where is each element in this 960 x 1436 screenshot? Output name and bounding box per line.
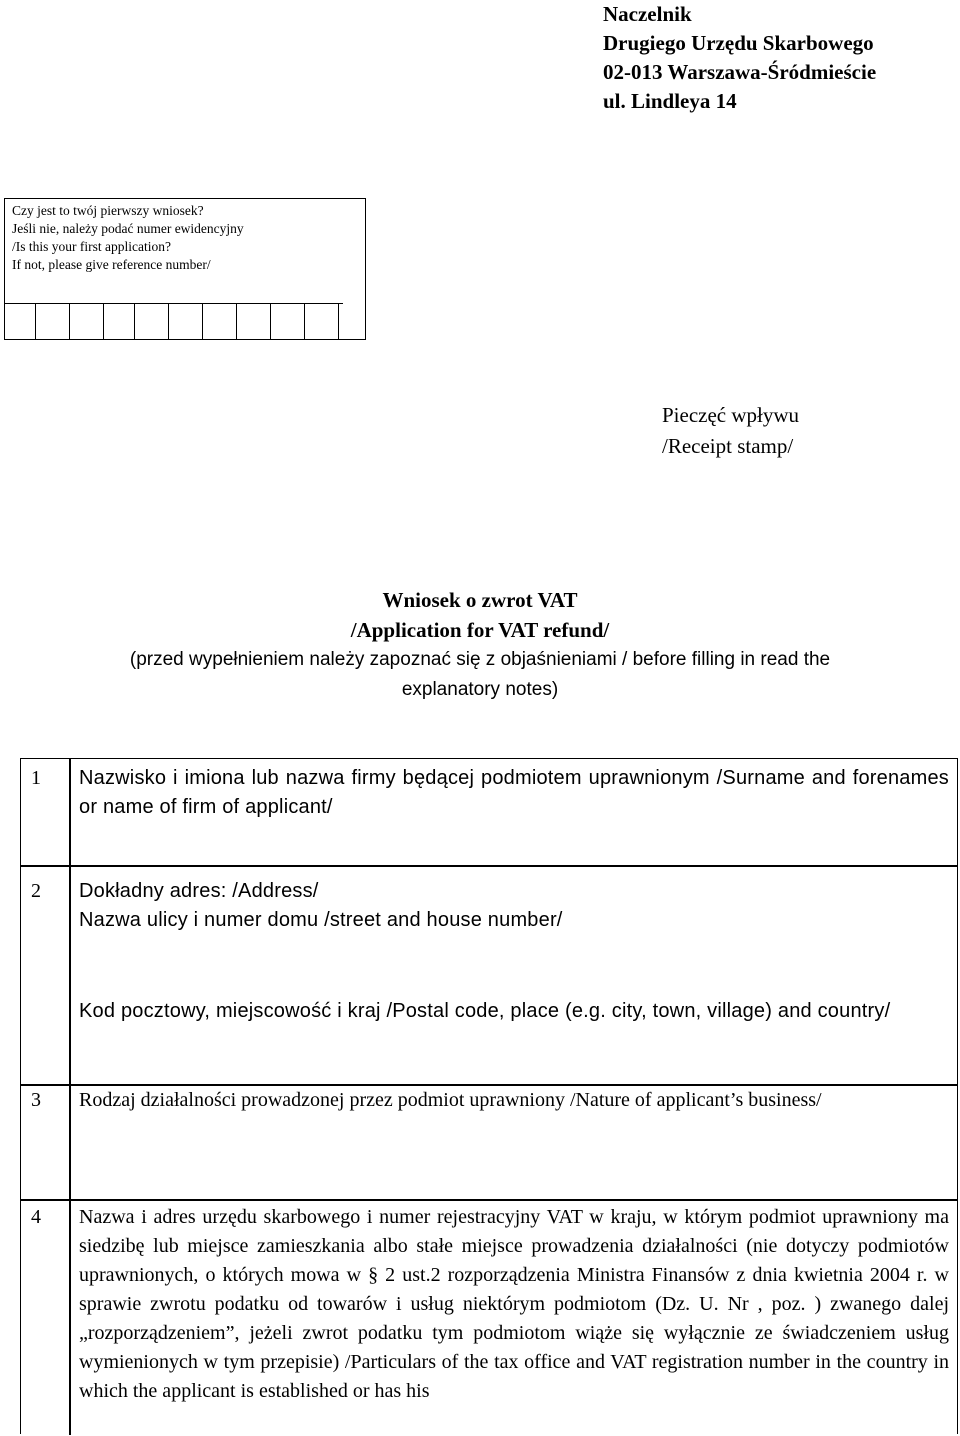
reference-number-cells[interactable] xyxy=(5,303,365,339)
addressee-line: Drugiego Urzędu Skarbowego xyxy=(603,31,874,55)
receipt-stamp-label xyxy=(662,400,799,462)
row-label: Dokładny adres: /Address/ xyxy=(79,880,319,902)
reference-question-line: Czy jest to twój pierwszy wniosek? xyxy=(12,203,204,218)
reference-cell-divider xyxy=(103,303,104,339)
row-4-field[interactable] xyxy=(79,1203,949,1406)
title-note-line: (przed wypełnieniem należy zapoznać się z objaśnieniami / before filling in read the xyxy=(129,649,831,670)
reference-question-line: /Is this your first application? xyxy=(12,239,171,254)
reference-question xyxy=(12,202,244,274)
reference-cell-divider xyxy=(168,303,169,339)
application-form-table xyxy=(20,758,958,1434)
reference-cell-divider xyxy=(236,303,237,339)
addressee-line: ul. Lindleya 14 xyxy=(603,89,737,113)
row-separator xyxy=(21,1199,957,1201)
row-2-field[interactable] xyxy=(79,877,949,935)
title-line: /Application for VAT refund/ xyxy=(350,618,610,642)
addressee-block xyxy=(603,0,876,116)
addressee-line: Naczelnik xyxy=(603,2,692,26)
row-3-field[interactable] xyxy=(79,1086,949,1115)
reference-question-line: If not, please give reference number/ xyxy=(12,257,211,272)
row-number: 3 xyxy=(31,1089,41,1111)
row-number: 1 xyxy=(31,767,41,789)
row-sublabel: Nazwa ulicy i numer domu /street and house number/ xyxy=(79,909,563,931)
reference-cell-divider xyxy=(202,303,203,339)
addressee-line: 02-013 Warszawa-Śródmieście xyxy=(603,60,877,84)
row-separator xyxy=(21,865,957,867)
reference-cell-divider xyxy=(35,303,36,339)
stamp-line: /Receipt stamp/ xyxy=(662,434,794,458)
document-title xyxy=(0,585,960,705)
row-sublabel: Kod pocztowy, miejscowość i kraj /Postal code, place (e.g. city, town, village) and country/ xyxy=(79,1000,891,1022)
reference-cell-divider xyxy=(69,303,70,339)
row-2-postal-field[interactable] xyxy=(79,997,949,1026)
row-number: 2 xyxy=(31,880,41,902)
row-label: Rodzaj działalności prowadzonej przez podmiot uprawniony /Nature of applicant’s business/ xyxy=(79,1089,822,1111)
reference-question-line: Jeśli nie, należy podać numer ewidencyjny xyxy=(12,221,244,236)
column-divider xyxy=(69,759,71,1435)
reference-cell-divider xyxy=(270,303,271,339)
row-label: Nazwa i adres urzędu skarbowego i numer rejestracyjny VAT w kraju, w którym podmiot uprawniony ma siedzibę lub miejsce zamieszkania albo stałe miejsce prowadzenia działalności (nie dotyczy podmiotów uprawnionych, o których mowa w § 2 ust.2 rozporządzenia Ministra Finansów z dnia kwietnia 2004 r. w sprawie zwrotu podatku od towarów i usług niektórym podmiotom (Dz. U. Nr , poz. ) zwanego dalej „rozporządzeniem”, jeżeli zwrot podatku tym podmiotom wiąże się wyłącznie ze świadczeniem usług wymienionych w tym przepisie) /Particulars of the tax office and VAT registration number in the country in which the applicant is established or has his xyxy=(79,1206,949,1402)
title-line: Wniosek o zwrot VAT xyxy=(382,588,578,612)
row-number: 4 xyxy=(31,1206,41,1228)
stamp-line: Pieczęć wpływu xyxy=(662,403,800,427)
reference-cell-divider xyxy=(338,303,339,339)
row-label: Nazwisko i imiona lub nazwa firmy będącej podmiotem uprawnionym /Surname and forenames or name of firm of applicant/ xyxy=(79,767,949,818)
reference-number-box xyxy=(4,198,366,340)
title-note-line: explanatory notes) xyxy=(401,679,559,700)
reference-cell-divider xyxy=(304,303,305,339)
reference-cell-divider xyxy=(134,303,135,339)
row-1-field[interactable] xyxy=(79,764,949,822)
